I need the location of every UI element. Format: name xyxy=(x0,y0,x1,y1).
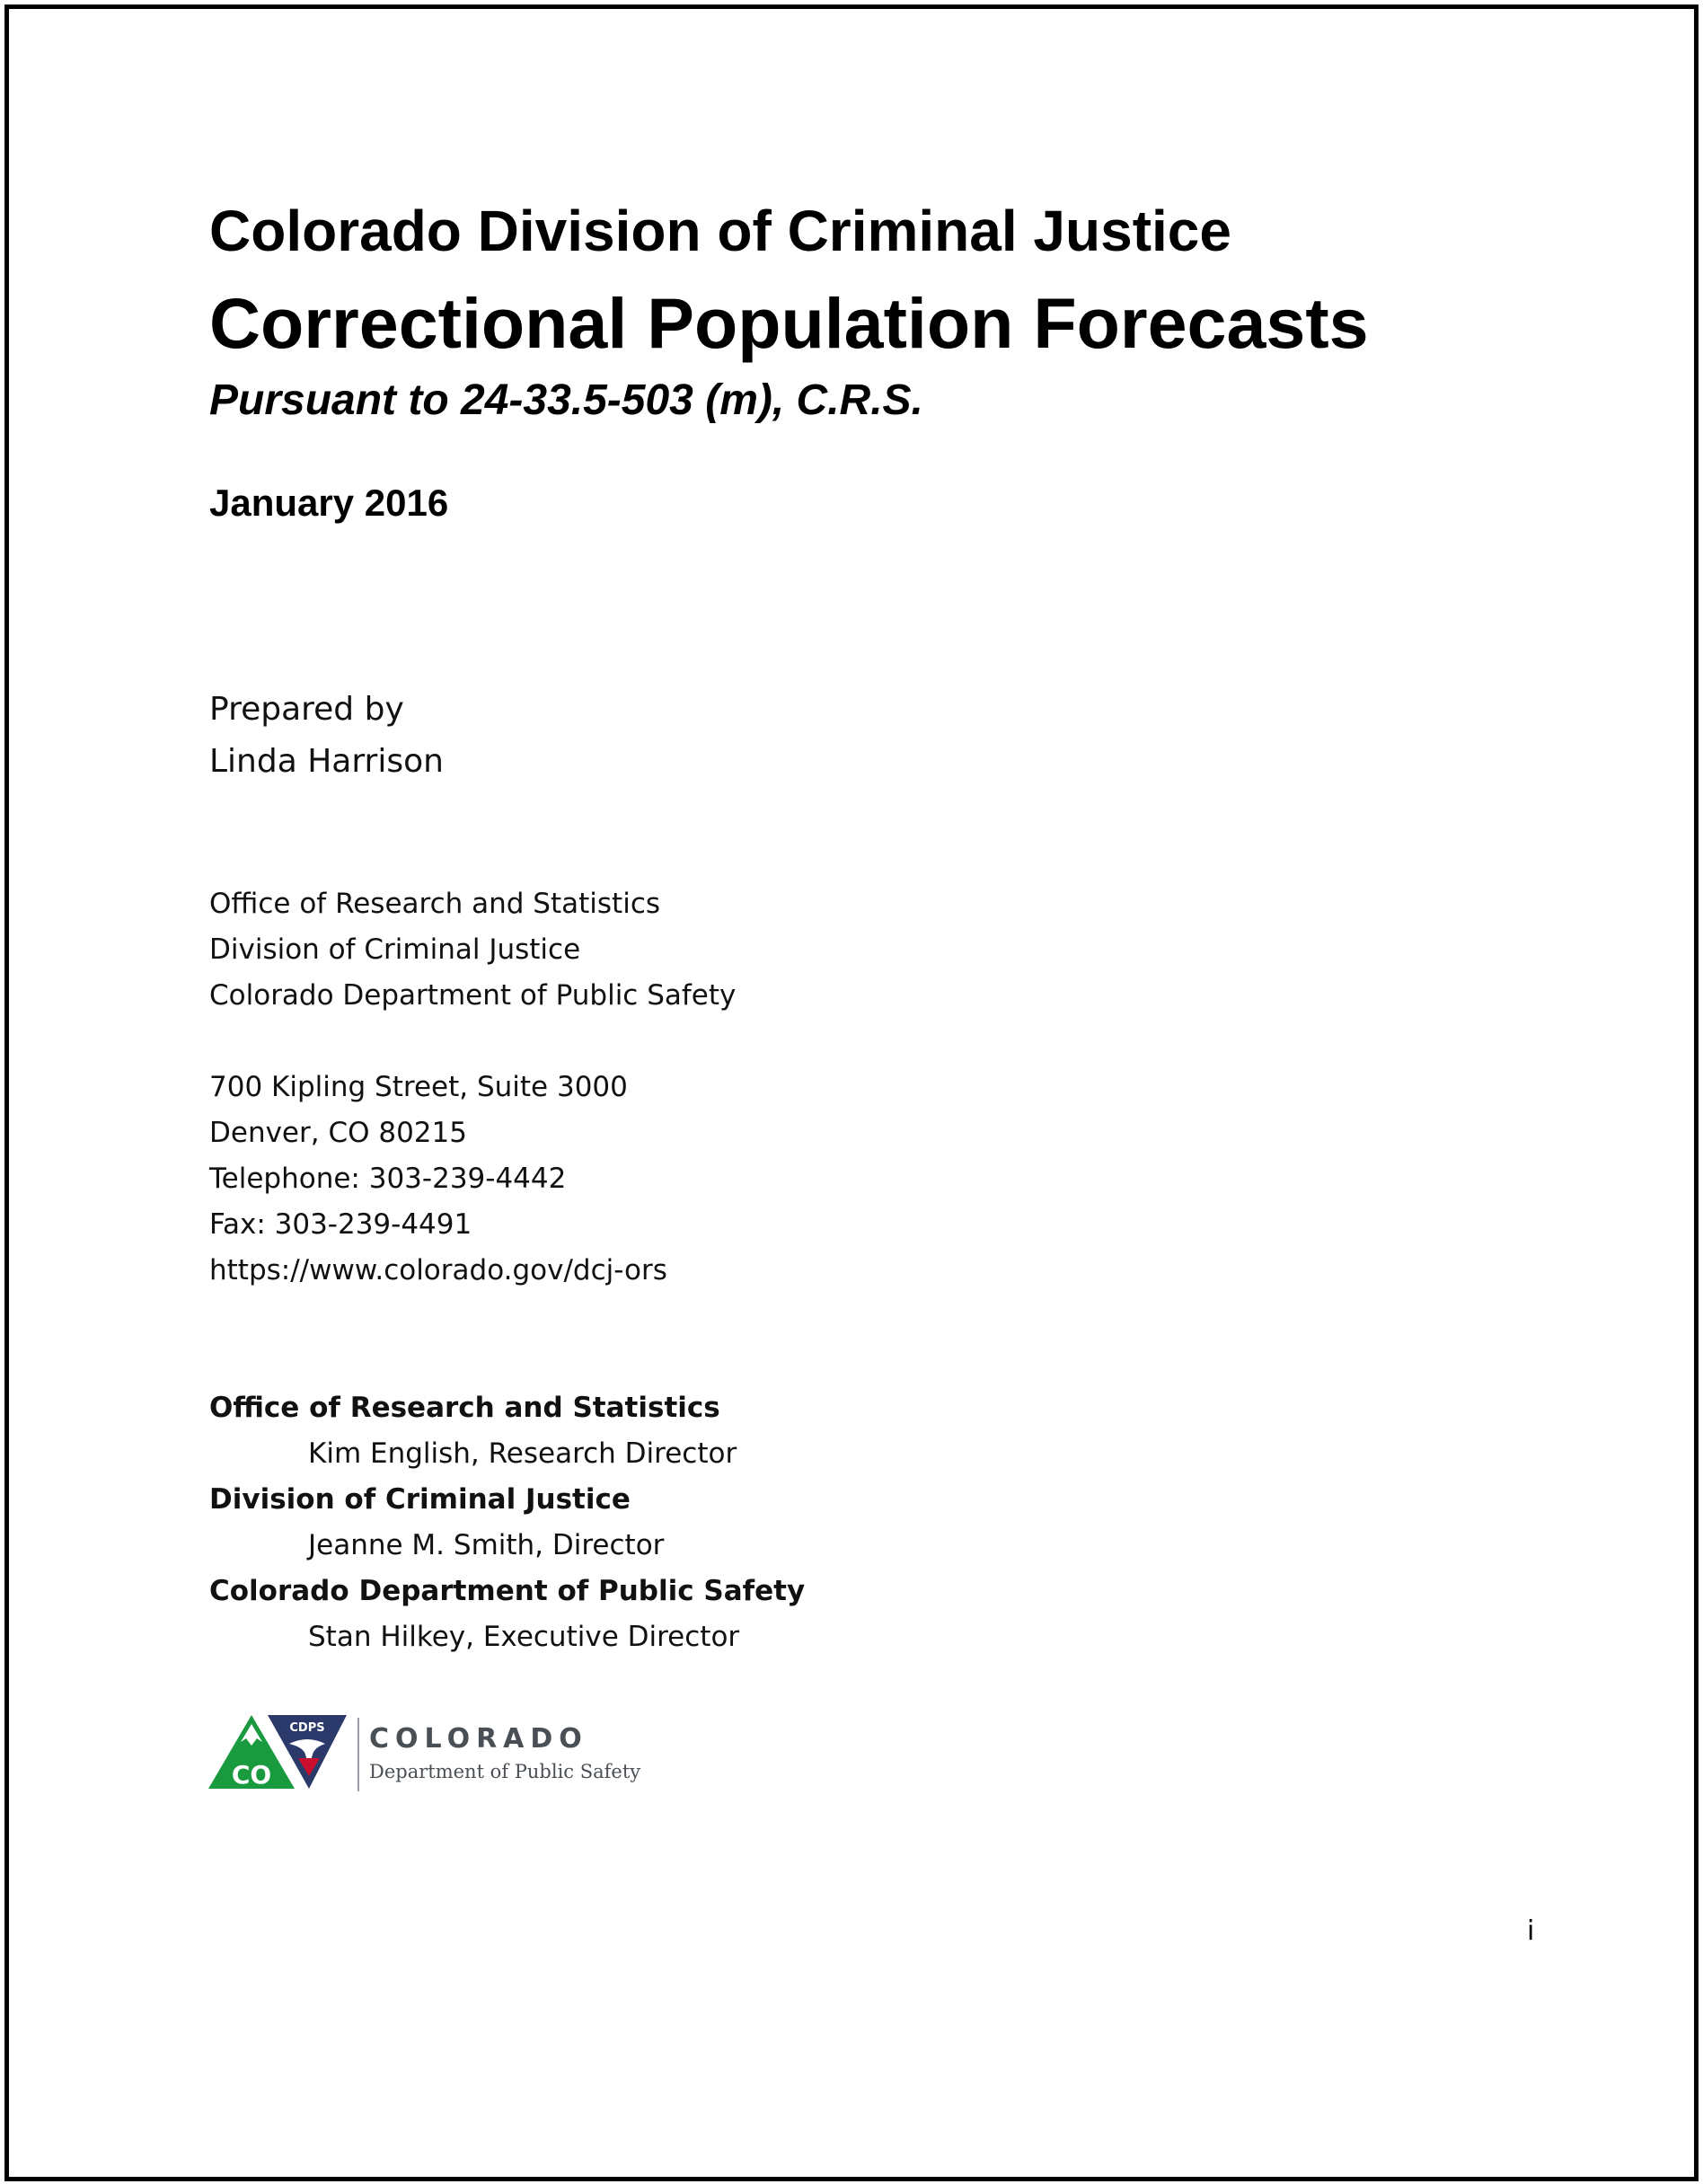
statute-subtitle: Pursuant to 24-33.5-503 (m), C.R.S. xyxy=(209,376,923,424)
street-address: 700 Kipling Street, Suite 3000 xyxy=(209,1071,628,1103)
address-block xyxy=(209,1065,667,1294)
author-name: Linda Harrison xyxy=(209,743,444,780)
publication-date: January 2016 xyxy=(209,482,449,524)
prepared-by-label: Prepared by xyxy=(209,691,404,728)
office-line: Colorado Department of Public Safety xyxy=(209,979,737,1012)
prepared-by-block xyxy=(209,684,444,788)
office-block xyxy=(209,881,736,1019)
leadership-org: Colorado Department of Public Safety xyxy=(209,1575,806,1607)
document-title: Correctional Population Forecasts xyxy=(209,283,1369,363)
cdps-badge-text: CDPS xyxy=(289,1721,325,1735)
page-number: i xyxy=(1527,1915,1535,1947)
leadership-org: Office of Research and Statistics xyxy=(209,1392,720,1424)
logo-department: Department of Public Safety xyxy=(369,1761,641,1782)
office-line: Division of Criminal Justice xyxy=(209,933,581,966)
co-badge-text: CO xyxy=(231,1760,272,1790)
leadership-block xyxy=(209,1385,805,1660)
telephone: Telephone: 303-239-4442 xyxy=(209,1163,567,1195)
cdps-logo xyxy=(208,1711,352,1792)
leadership-person: Kim English, Research Director xyxy=(308,1437,737,1470)
leadership-org: Division of Criminal Justice xyxy=(209,1483,631,1516)
logo-divider xyxy=(357,1718,359,1791)
fax: Fax: 303-239-4491 xyxy=(209,1208,472,1241)
website-link[interactable]: https://www.colorado.gov/dcj-ors xyxy=(209,1254,667,1287)
leadership-person: Jeanne M. Smith, Director xyxy=(308,1529,665,1561)
office-line: Office of Research and Statistics xyxy=(209,888,661,920)
city-state-zip: Denver, CO 80215 xyxy=(209,1117,467,1149)
organization-heading: Colorado Division of Criminal Justice xyxy=(209,199,1231,263)
leadership-person: Stan Hilkey, Executive Director xyxy=(308,1621,740,1653)
logo-wordmark: COLORADO xyxy=(369,1723,588,1755)
